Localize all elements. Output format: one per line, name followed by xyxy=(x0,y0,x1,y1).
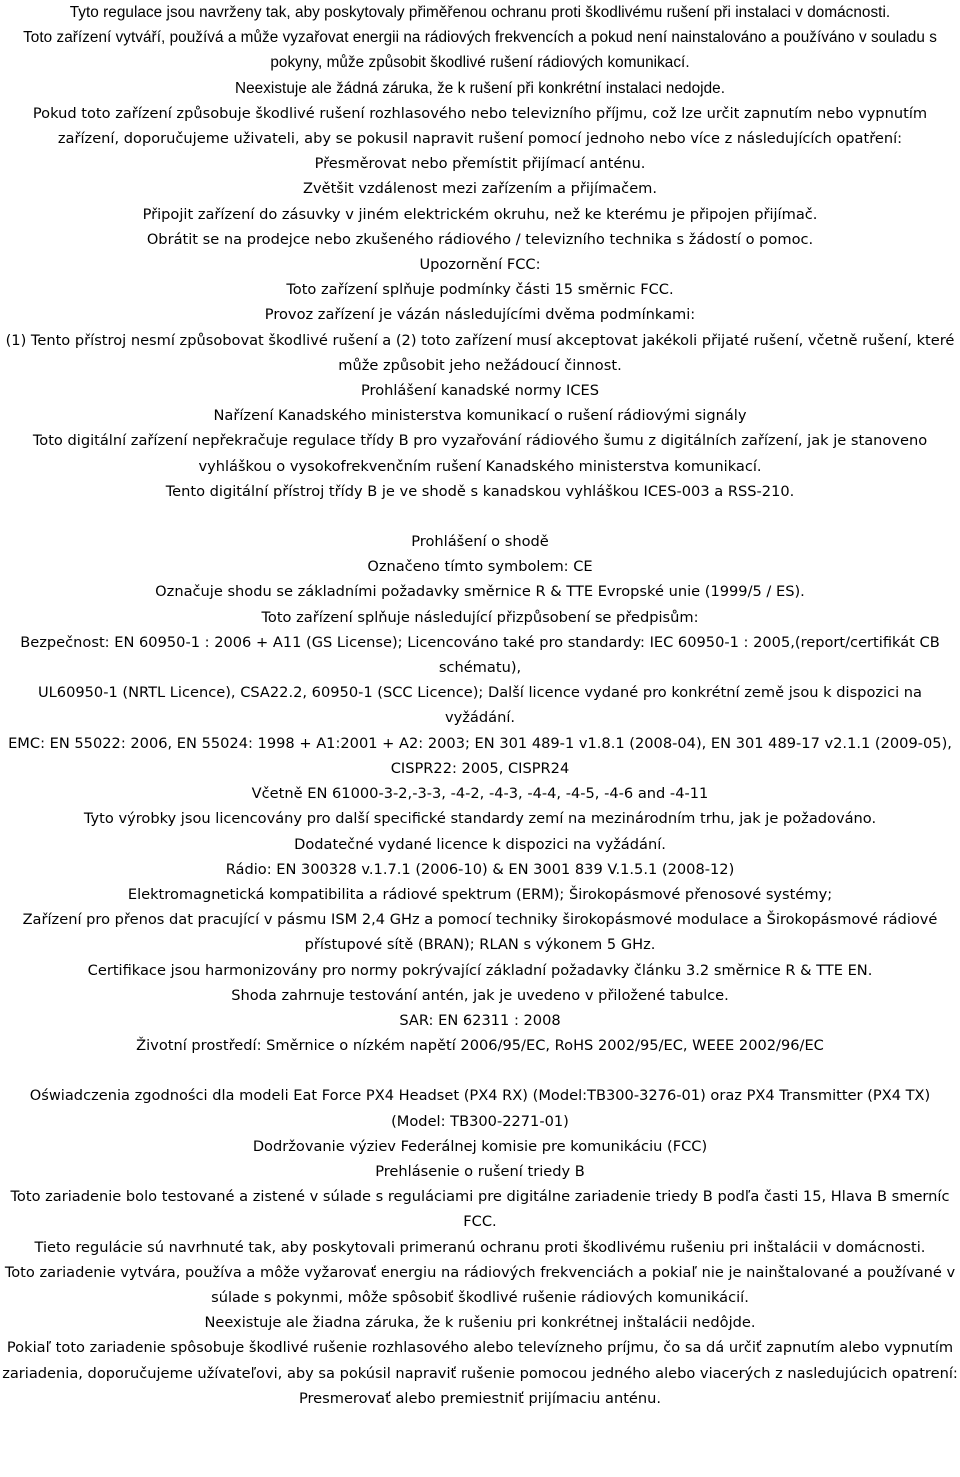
intro-line-3: Neexistuje ale žádná záruka, že k rušení při konkrétní instalaci nedojde. xyxy=(234,79,726,97)
en61000-line: Včetně EN 61000-3-2,-3-3, -4-2, -4-3, -4-4, -4-5, -4-6 and -4-11 xyxy=(251,785,709,803)
operation-conditions: Provoz zařízení je vázán následujícími dvěma podmínkami: xyxy=(264,306,696,324)
ul-line: UL60950-1 (NRTL Licence), CSA22.2, 60950-1 (SCC Licence); Další licence vydané pro konkrétní země jsou k dispozici na vyžádání. xyxy=(37,684,923,727)
device-radiates: Toto zariadenie vytvára, používa a môže vyžarovať energiu na rádiových frekvenciách a pokiaľ nie je nainštalované a používané v súlade s pokynmi, môže spôsobiť škodlivé rušenie rádiových komunikácií. xyxy=(4,1263,956,1306)
interference-measures: Pokiaľ toto zariadenie spôsobuje škodlivé rušenie rozhlasového alebo televízneho príjmu, čo sa dá určiť zapnutím alebo vypnutím zariadenia, doporučujeme užívateľovi, aby sa pokúsil napraviť rušenie pomocou jedného alebo viacerých z nasledujúcich opatrení: xyxy=(2,1339,958,1382)
environment-line: Životní prostředí: Směrnice o nízkém napětí 2006/95/EC, RoHS 2002/95/EC, WEEE 2002/96/EC xyxy=(136,1037,824,1055)
fcc-warning-heading: Upozornění FCC: xyxy=(419,256,541,274)
measure-increase-distance: Zvětšit vzdálenost mezi zařízením a přijímačem. xyxy=(302,180,658,198)
measure-contact-dealer: Obrátit se na prodejce nebo zkušeného rádiového / televizního technika s žádostí o pomoc. xyxy=(146,230,814,248)
rtte-line: Označuje shodu se základními požadavky směrnice R & TTE Evropské unie (1999/5 / ES). xyxy=(155,583,805,601)
conditions-text: (1) Tento přístroj nesmí způsobovat škodlivé rušení a (2) toto zařízení musí akceptovat jakékoli přijaté rušení, včetně rušení, které může způsobit jeho nežádoucí činnost. xyxy=(5,331,955,374)
radio-line: Rádio: EN 300328 v.1.7.1 (2006-10) & EN 3001 839 V.1.5.1 (2008-12) xyxy=(225,860,735,878)
additional-licenses: Dodatečné vydané licence k dispozici na vyžádání. xyxy=(294,835,666,853)
class-b-text: Toto digitální zařízení nepřekračuje regulace třídy B pro vyzařování rádiového šumu z digitálních zařízení, jak je stanoveno vyhláškou o vysokofrekvenčním rušení Kanadského ministerstva komunikací. xyxy=(32,432,928,475)
slovak-section xyxy=(2,1083,958,1411)
sar-line: SAR: EN 62311 : 2008 xyxy=(399,1011,561,1029)
no-guarantee: Neexistuje ale žiadna záruka, že k rušeniu pri konkrétnej inštalácii nedôjde. xyxy=(204,1314,756,1332)
ices-heading: Prohlášení kanadské normy ICES xyxy=(360,382,600,400)
ce-mark-line: Označeno tímto symbolem: CE xyxy=(367,558,593,576)
measure-other-circuit: Připojit zařízení do zásuvky v jiném elektrickém okruhu, než ke kterému je připojen přijímač. xyxy=(142,205,818,223)
intro-line-2: Toto zařízení vytváří, používá a může vyzařovat energii na rádiových frekvencích a pokud není nainstalováno a používáno v souladu s pokyny, může způsobit škodlivé rušení rádiových komunikací. xyxy=(23,29,937,72)
emc-line: EMC: EN 55022: 2006, EN 55024: 1998 + A1:2001 + A2: 2003; EN 301 489-1 v1.8.1 (2008-04), EN 301 489-17 v2.1.1 (2009-05), xyxy=(8,734,952,752)
measure-redirect-antenna: Přesměrovat nebo přemístit přijímací anténu. xyxy=(314,155,646,173)
section-spacer xyxy=(2,504,958,529)
redirect-antenna: Presmerovať alebo premiestniť prijímaciu anténu. xyxy=(298,1389,662,1407)
czech-fcc-section xyxy=(2,0,958,504)
tested-compliance: Toto zariadenie bolo testované a zistené v súlade s reguláciami pre digitálne zariadenie triedy B podľa časti 15, Hlava B smerníc FCC. xyxy=(10,1188,950,1231)
czech-conformity-section xyxy=(2,529,958,1058)
paragraph-interference-measures: Pokud toto zařízení způsobuje škodlivé rušení rozhlasového nebo televizního příjmu, což lze určit zapnutím nebo vypnutím zařízení, doporučujeme uživateli, aby se pokusil napravit rušení pomocí jednoho nebo více z následujících opatření: xyxy=(32,104,928,148)
class-b-statement-heading: Prehlásenie o rušení triedy B xyxy=(375,1162,585,1180)
conformity-heading: Prohlášení o shodě xyxy=(411,533,549,551)
fcc-part15-compliance: Toto zařízení splňuje podmínky části 15 směrnic FCC. xyxy=(286,281,674,299)
ism-line: Zařízení pro přenos dat pracující v pásmu ISM 2,4 GHz a pomocí techniky širokopásmové modulace a Širokopásmové rádiové přístupové sítě (BRAN); RLAN s výkonem 5 GHz. xyxy=(22,911,938,954)
antenna-testing-line: Shoda zahrnuje testování antén, jak je uvedeno v přiložené tabulce. xyxy=(231,986,729,1004)
canada-regulation: Nařízení Kanadského ministerstva komunikací o rušení rádiovými signály xyxy=(213,407,747,425)
cispr-line: CISPR22: 2005, CISPR24 xyxy=(390,759,570,777)
erm-line: Elektromagnetická kompatibilita a rádiové spektrum (ERM); Širokopásmové přenosové systémy; xyxy=(127,885,833,903)
certification-line: Certifikace jsou harmonizovány pro normy pokrývající základní požadavky článku 3.2 směrnice R & TTE EN. xyxy=(87,961,873,979)
licensing-line: Tyto výrobky jsou licencovány pro další specifické standardy zemí na mezinárodním trhu, jak je požadováno. xyxy=(83,810,877,828)
ices-003-compliance: Tento digitální přístroj třídy B je ve shodě s kanadskou vyhláškou ICES-003 a RSS-210. xyxy=(165,482,795,500)
regulations-intro: Toto zařízení splňuje následující přizpůsobení se předpisům: xyxy=(261,608,699,626)
intro-line-1: Tyto regulace jsou navrženy tak, aby poskytovaly přiměřenou ochranu proti škodlivému rušení při instalaci v domácnosti. xyxy=(69,4,891,21)
safety-line: Bezpečnost: EN 60950-1 : 2006 + A11 (GS License); Licencováno také pro standardy: IEC 60950-1 : 2005,(report/certifikát CB schématu), xyxy=(20,633,940,677)
regulations-protection: Tieto regulácie sú navrhnuté tak, aby poskytovali primeranú ochranu proti škodlivému rušeniu pri inštalácii v domácnosti. xyxy=(34,1238,926,1256)
declaration-models: Oświadczenia zgodności dla modeli Eat Force PX4 Headset (PX4 RX) (Model:TB300-3276-01) oraz PX4 Transmitter (PX4 TX) (Model: TB300-2271-01) xyxy=(29,1087,931,1130)
section-spacer-2 xyxy=(2,1058,958,1083)
fcc-compliance-heading: Dodržovanie výziev Federálnej komisie pre komunikáciu (FCC) xyxy=(252,1137,708,1155)
